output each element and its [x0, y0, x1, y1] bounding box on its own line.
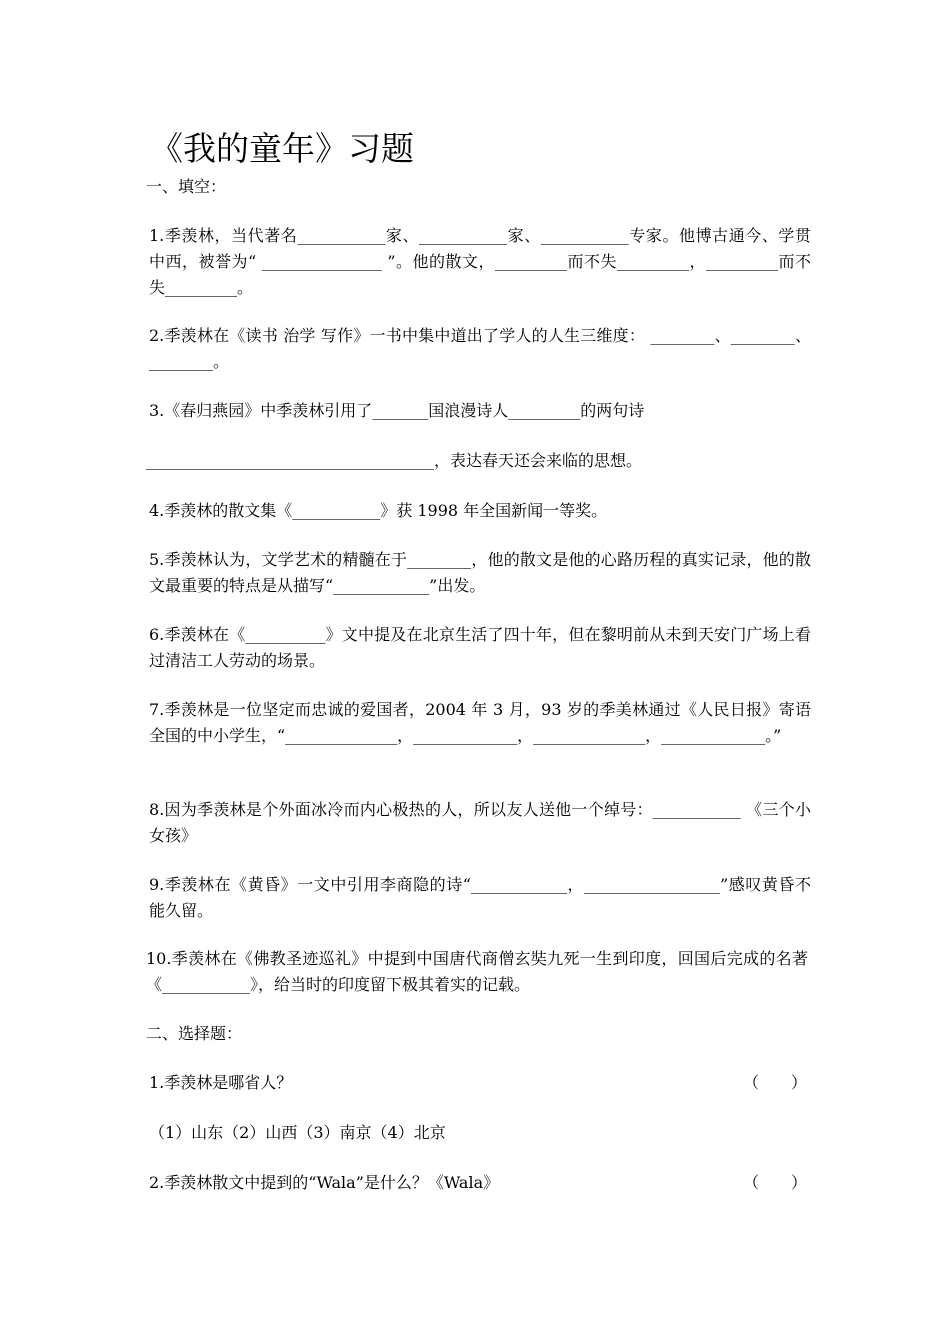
answer-bracket-1: （ ）: [742, 1073, 807, 1092]
choice-question-1-options: [149, 1120, 807, 1146]
fill-question-7: 7.季羡林是一位坚定而忠诚的爱国者，2004 年 3 月，93 岁的季美林通过《人民日报》寄语全国的中小学生，“______________，_____________，______________，_____________。”: [149, 700, 811, 745]
fill-question-1: 1.季羡林，当代著名___________家、___________家、___________专家。他博古通今、学贯中西，被誉为“ _______________ ”。他的散文，_________而不失_________，_________而不失_________。: [149, 226, 811, 297]
fill-question-8: 8.因为季羡林是个外面冰冷而内心极热的人，所以友人送他一个绰号：___________ 《三个小女孩》: [149, 800, 811, 845]
choice-options-1: （1）山东（2）山西（3）南京（4）北京: [149, 1123, 446, 1142]
fill-question-3-continued: ____________________________________，表达春天还会来临的思想。: [146, 451, 643, 470]
choice-question-2: [149, 1170, 807, 1196]
page-title: 《我的童年》习题: [150, 129, 414, 168]
fill-question-10: 10.季羡林在《佛教圣迹巡礼》中提到中国唐代商僧玄奘九死一生到印度，回国后完成的名著《___________》，给当时的印度留下极其着实的记载。: [146, 949, 808, 994]
fill-question-2: 2.季羡林在《读书 治学 写作》一书中集中道出了学人的人生三维度： ________、________、________。: [149, 326, 811, 371]
answer-bracket-2: （ ）: [742, 1173, 807, 1192]
fill-question-4: 4.季羡林的散文集《___________》获 1998 年全国新闻一等奖。: [149, 501, 608, 520]
section-heading-choice: 二、选择题：: [146, 1024, 243, 1043]
fill-question-3: 3.《春归燕园》中季羡林引用了_______国浪漫诗人_________的两句诗: [149, 401, 645, 420]
fill-question-9: 9.季羡林在《黄昏》一文中引用李商隐的诗“____________，_________________”感叹黄昏不能久留。: [149, 875, 811, 920]
fill-question-5: 5.季羡林认为，文学艺术的精髓在于________，他的散文是他的心路历程的真实记录，他的散文最重要的特点是从描写“____________”出发。: [149, 550, 811, 595]
fill-question-6: 6.季羡林在《__________》文中提及在北京生活了四十年，但在黎明前从未到天安门广场上看过清洁工人劳动的场景。: [149, 625, 811, 670]
choice-question-1-text: 1.季羡林是哪省人？: [149, 1073, 293, 1092]
choice-question-2-text: 2.季羡林散文中提到的“Wala”是什么？《Wala》: [149, 1173, 500, 1192]
section-heading-fill: 一、填空：: [146, 177, 227, 196]
choice-question-1: [149, 1070, 807, 1096]
